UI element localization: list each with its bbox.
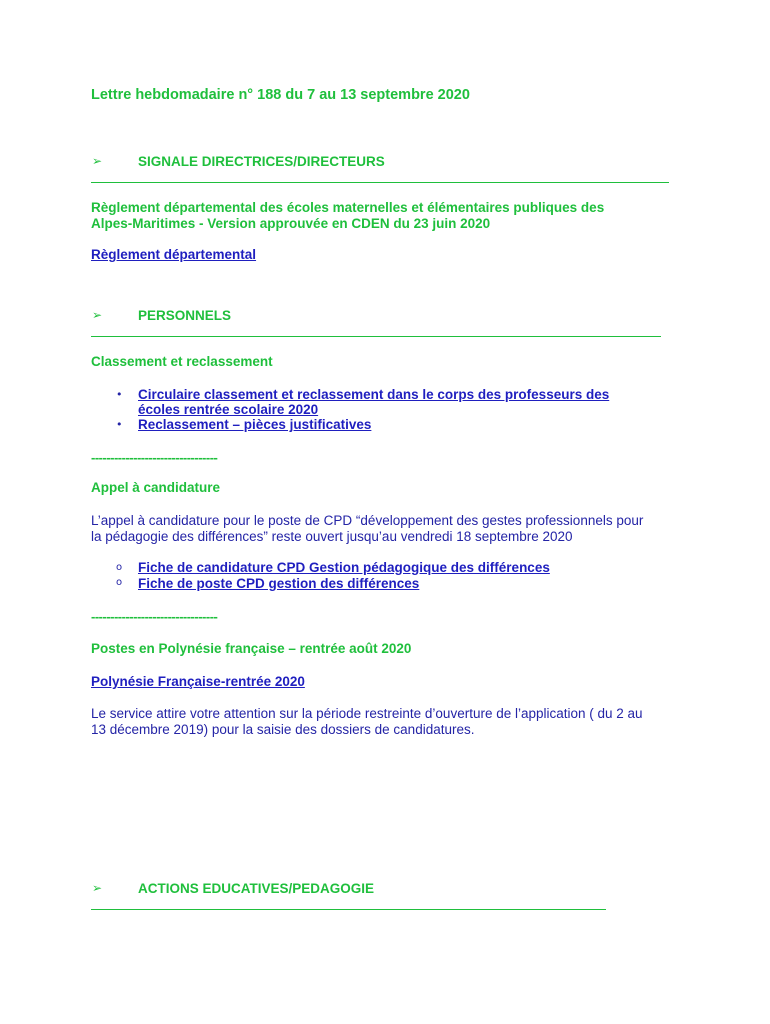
reglement-link[interactable]: Règlement départemental xyxy=(91,247,257,262)
separator: --------------------------------- xyxy=(91,450,218,465)
circulaire-link-line1[interactable]: Circulaire classement et reclassement dans le corps des professeurs des xyxy=(138,387,610,402)
separator: --------------------------------- xyxy=(91,609,218,624)
page-title: Lettre hebdomadaire n° 188 du 7 au 13 septembre 2020 xyxy=(91,87,470,103)
section-rule xyxy=(91,182,669,183)
circle-bullet-icon: o xyxy=(116,562,123,573)
signale-subheading-line1: Règlement départemental des écoles maternelles et élémentaires publiques des xyxy=(91,200,605,215)
arrow-icon: ➢ xyxy=(92,154,103,168)
circle-bullet-icon: o xyxy=(116,577,123,588)
section-rule xyxy=(91,336,661,337)
section-rule xyxy=(91,909,606,910)
polynesie-text-line1: Le service attire votre attention sur la période restreinte d’ouverture de l’application ( du 2 au xyxy=(91,706,643,721)
section-heading-signale: SIGNALE DIRECTRICES/DIRECTEURS xyxy=(138,154,385,169)
signale-subheading-line2: Alpes-Maritimes - Version approuvée en CDEN du 23 juin 2020 xyxy=(91,216,491,231)
fiche-poste-link[interactable]: Fiche de poste CPD gestion des différences xyxy=(138,576,420,591)
bullet-icon: • xyxy=(116,418,123,431)
appel-heading: Appel à candidature xyxy=(91,480,221,495)
section-heading-personnels: PERSONNELS xyxy=(138,308,232,323)
section-heading-actions: ACTIONS EDUCATIVES/PEDAGOGIE xyxy=(138,881,375,896)
arrow-icon: ➢ xyxy=(92,308,103,322)
circulaire-link-line2[interactable]: écoles rentrée scolaire 2020 xyxy=(138,402,319,417)
classement-heading: Classement et reclassement xyxy=(91,354,273,369)
polynesie-link[interactable]: Polynésie Française-rentrée 2020 xyxy=(91,674,305,689)
appel-text-line2: la pédagogie des différences” reste ouvert jusqu’au vendredi 18 septembre 2020 xyxy=(91,529,573,544)
appel-text-line1: L’appel à candidature pour le poste de CPD “développement des gestes professionnels pour xyxy=(91,513,644,528)
arrow-icon: ➢ xyxy=(92,881,103,895)
reclassement-link[interactable]: Reclassement – pièces justificatives xyxy=(138,417,372,432)
polynesie-heading: Postes en Polynésie française – rentrée août 2020 xyxy=(91,641,412,656)
fiche-candidature-link[interactable]: Fiche de candidature CPD Gestion pédagogique des différences xyxy=(138,560,550,575)
bullet-icon: • xyxy=(116,388,123,401)
polynesie-text-line2: 13 décembre 2019) pour la saisie des dossiers de candidatures. xyxy=(91,722,475,737)
